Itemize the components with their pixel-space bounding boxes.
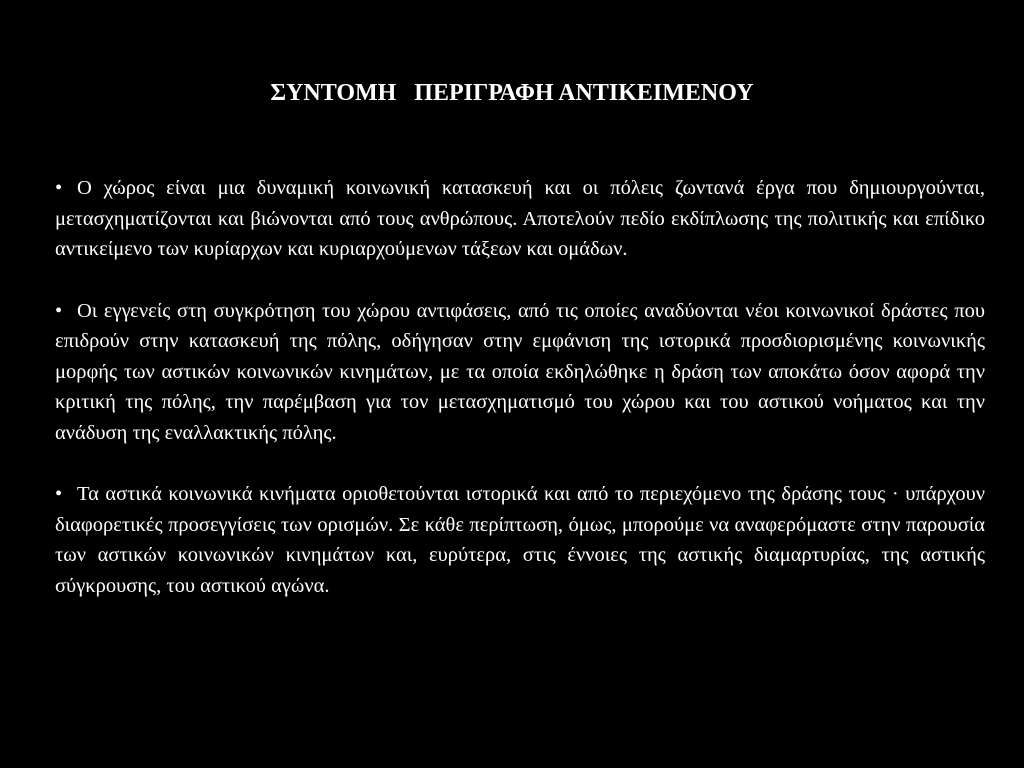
bullet-icon: • xyxy=(55,177,63,199)
bullet-icon: • xyxy=(55,483,63,505)
bullet-paragraph-1 xyxy=(55,173,985,265)
paragraph-text: Τα αστικά κοινωνικά κινήματα οριοθετούνται ιστορικά και από το περιεχόμενο της δράσης τους · υπάρχουν διαφορετικές προσεγγίσεις των ορισμών. Σε κάθε περίπτωση, όμως, μπορούμε να αναφερόμαστε στην παρουσία των αστικών κοινωνικών κινημάτων και, ευρύτερα, στις έννοιες της αστικής διαμαρτυρίας, της αστικής σύγκρουσης, του αστικού αγώνα. xyxy=(55,483,985,597)
bullet-paragraph-2 xyxy=(55,296,985,449)
bullet-icon: • xyxy=(55,299,63,322)
bullet-paragraph-3 xyxy=(55,479,985,601)
paragraph-text: Ο χώρος είναι μια δυναμική κοινωνική κατασκευή και οι πόλεις ζωντανά έργα που δημιουργούνται, μετασχηματίζονται και βιώνονται από τους ανθρώπους. Αποτελούν πεδίο εκδίπλωσης της πολιτικής και επίδικο αντικείμενο των κυρίαρχων και κυριαρχούμενων τάξεων και ομάδων. xyxy=(55,177,985,260)
paragraph-text: Οι εγγενείς στη συγκρότηση του χώρου αντιφάσεις, από τις οποίες αναδύονται νέοι κοινωνικοί δράστες που επιδρούν στην κατασκευή της πόλης, οδήγησαν στην εμφάνιση της ιστορικά προσδιορισμένης κοινωνικής μορφής των αστικών κοινωνικών κινημάτων, με τα οποία εκδηλώθηκε η δράση των αποκάτω όσον αφορά την κριτική της πόλης, την παρέμβαση για τον μετασχηματισμό του χώρου και του αστικού νοήματος και την ανάδυση της εναλλακτικής πόλης. xyxy=(55,299,985,444)
slide-title: ΣΥΝΤΟΜΗ ΠΕΡΙΓΡΑΦΗ ΑΝΤΙΚΕΙΜΕΝΟΥ xyxy=(270,80,754,106)
slide-body xyxy=(55,173,985,632)
